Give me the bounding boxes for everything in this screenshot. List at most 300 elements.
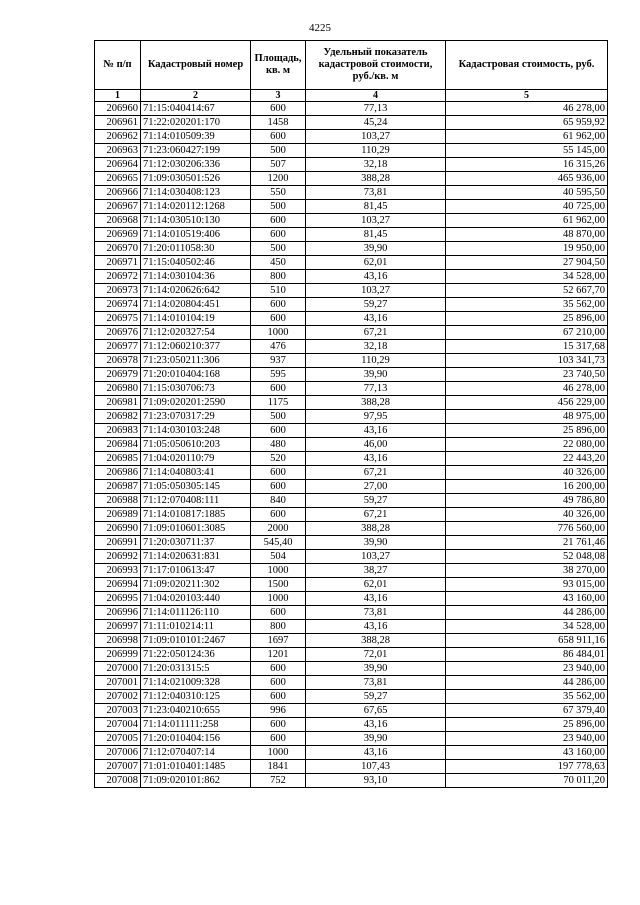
- table-row: [95, 242, 608, 256]
- cadastral-number-cell: 71:01:010401:1485: [141, 760, 251, 774]
- cadastral-cost-cell: 40 326,00: [446, 466, 608, 480]
- cadastral-number-cell: 71:09:030501:526: [141, 172, 251, 186]
- cadastral-cost-cell: 86 484,01: [446, 648, 608, 662]
- cadastral-number-cell: 71:20:010404:156: [141, 732, 251, 746]
- cadastral-number-cell: 71:14:030103:248: [141, 424, 251, 438]
- area-cell: 600: [251, 690, 306, 704]
- table-row: [95, 718, 608, 732]
- cadastral-number-cell: 71:20:030711:37: [141, 536, 251, 550]
- cadastral-cost-cell: 23 940,00: [446, 662, 608, 676]
- table-row: [95, 704, 608, 718]
- cadastral-cost-cell: 23 940,00: [446, 732, 608, 746]
- cadastral-cost-cell: 61 962,00: [446, 130, 608, 144]
- area-cell: 752: [251, 774, 306, 788]
- cadastral-number-cell: 71:14:030104:36: [141, 270, 251, 284]
- row-number-cell: 206993: [95, 564, 141, 578]
- cadastral-number-cell: 71:14:010519:406: [141, 228, 251, 242]
- area-cell: 600: [251, 466, 306, 480]
- row-number-cell: 206971: [95, 256, 141, 270]
- column-number: 1: [95, 90, 141, 102]
- table-row: [95, 760, 608, 774]
- unit-rate-cell: 110,29: [306, 354, 446, 368]
- row-number-cell: 207003: [95, 704, 141, 718]
- cadastral-cost-cell: 38 270,00: [446, 564, 608, 578]
- area-cell: 600: [251, 214, 306, 228]
- cadastral-number-cell: 71:20:031315:5: [141, 662, 251, 676]
- area-cell: 800: [251, 620, 306, 634]
- cadastral-cost-cell: 658 911,16: [446, 634, 608, 648]
- row-number-cell: 207004: [95, 718, 141, 732]
- cadastral-cost-cell: 15 317,68: [446, 340, 608, 354]
- unit-rate-cell: 43,16: [306, 452, 446, 466]
- cadastral-number-cell: 71:14:010817:1885: [141, 508, 251, 522]
- cadastral-number-cell: 71:14:011126:110: [141, 606, 251, 620]
- row-number-cell: 206975: [95, 312, 141, 326]
- area-cell: 1175: [251, 396, 306, 410]
- row-number-cell: 206986: [95, 466, 141, 480]
- cadastral-number-cell: 71:12:030206:336: [141, 158, 251, 172]
- cadastral-number-cell: 71:05:050610:203: [141, 438, 251, 452]
- table-row: [95, 424, 608, 438]
- area-cell: 545,40: [251, 536, 306, 550]
- row-number-cell: 206977: [95, 340, 141, 354]
- cadastral-cost-cell: 93 015,00: [446, 578, 608, 592]
- row-number-cell: 207001: [95, 676, 141, 690]
- cadastral-number-cell: 71:09:010601:3085: [141, 522, 251, 536]
- row-number-cell: 206976: [95, 326, 141, 340]
- unit-rate-cell: 59,27: [306, 494, 446, 508]
- unit-rate-cell: 81,45: [306, 200, 446, 214]
- area-cell: 1458: [251, 116, 306, 130]
- cadastral-cost-cell: 34 528,00: [446, 270, 608, 284]
- unit-rate-cell: 72,01: [306, 648, 446, 662]
- area-cell: 1000: [251, 746, 306, 760]
- area-cell: 507: [251, 158, 306, 172]
- unit-rate-cell: 81,45: [306, 228, 446, 242]
- row-number-cell: 207000: [95, 662, 141, 676]
- cadastral-number-cell: 71:12:040310:125: [141, 690, 251, 704]
- column-number: 5: [446, 90, 608, 102]
- table-row: [95, 144, 608, 158]
- area-cell: 504: [251, 550, 306, 564]
- table-row: [95, 564, 608, 578]
- unit-rate-cell: 39,90: [306, 242, 446, 256]
- row-number-cell: 206999: [95, 648, 141, 662]
- cadastral-cost-cell: 44 286,00: [446, 606, 608, 620]
- area-cell: 595: [251, 368, 306, 382]
- unit-rate-cell: 73,81: [306, 606, 446, 620]
- unit-rate-cell: 43,16: [306, 424, 446, 438]
- cadastral-number-cell: 71:12:070407:14: [141, 746, 251, 760]
- row-number-cell: 206964: [95, 158, 141, 172]
- unit-rate-cell: 388,28: [306, 634, 446, 648]
- unit-rate-cell: 38,27: [306, 564, 446, 578]
- cadastral-cost-cell: 19 950,00: [446, 242, 608, 256]
- area-cell: 550: [251, 186, 306, 200]
- unit-rate-cell: 103,27: [306, 550, 446, 564]
- area-cell: 1200: [251, 172, 306, 186]
- area-cell: 600: [251, 718, 306, 732]
- row-number-cell: 206963: [95, 144, 141, 158]
- row-number-cell: 206970: [95, 242, 141, 256]
- cadastral-table: [94, 40, 608, 788]
- table-row: [95, 494, 608, 508]
- unit-rate-cell: 32,18: [306, 340, 446, 354]
- area-cell: 476: [251, 340, 306, 354]
- row-number-cell: 206974: [95, 298, 141, 312]
- cadastral-cost-cell: 16 200,00: [446, 480, 608, 494]
- row-number-cell: 207007: [95, 760, 141, 774]
- cadastral-cost-cell: 55 145,00: [446, 144, 608, 158]
- cadastral-cost-cell: 70 011,20: [446, 774, 608, 788]
- cadastral-number-cell: 71:14:030510:130: [141, 214, 251, 228]
- area-cell: 1201: [251, 648, 306, 662]
- area-cell: 600: [251, 298, 306, 312]
- cadastral-cost-cell: 44 286,00: [446, 676, 608, 690]
- area-cell: 600: [251, 732, 306, 746]
- unit-rate-cell: 45,24: [306, 116, 446, 130]
- cadastral-cost-cell: 65 959,92: [446, 116, 608, 130]
- area-cell: 500: [251, 144, 306, 158]
- cadastral-number-cell: 71:09:010101:2467: [141, 634, 251, 648]
- unit-rate-cell: 39,90: [306, 368, 446, 382]
- cadastral-cost-cell: 67 210,00: [446, 326, 608, 340]
- unit-rate-cell: 32,18: [306, 158, 446, 172]
- cadastral-cost-cell: 22 443,20: [446, 452, 608, 466]
- table-row: [95, 312, 608, 326]
- unit-rate-cell: 46,00: [306, 438, 446, 452]
- unit-rate-cell: 93,10: [306, 774, 446, 788]
- area-cell: 1000: [251, 564, 306, 578]
- header-cadastral-number: Кадастровый номер: [141, 41, 251, 90]
- area-cell: 1000: [251, 326, 306, 340]
- row-number-cell: 206961: [95, 116, 141, 130]
- cadastral-cost-cell: 776 560,00: [446, 522, 608, 536]
- area-cell: 1697: [251, 634, 306, 648]
- unit-rate-cell: 388,28: [306, 396, 446, 410]
- cadastral-cost-cell: 23 740,50: [446, 368, 608, 382]
- area-cell: 600: [251, 228, 306, 242]
- unit-rate-cell: 67,21: [306, 326, 446, 340]
- row-number-cell: 206973: [95, 284, 141, 298]
- unit-rate-cell: 388,28: [306, 522, 446, 536]
- cadastral-cost-cell: 25 896,00: [446, 312, 608, 326]
- row-number-cell: 206990: [95, 522, 141, 536]
- row-number-cell: 206987: [95, 480, 141, 494]
- table-body: [95, 102, 608, 788]
- area-cell: 937: [251, 354, 306, 368]
- table-row: [95, 578, 608, 592]
- area-cell: 600: [251, 130, 306, 144]
- cadastral-number-cell: 71:23:040210:655: [141, 704, 251, 718]
- table-row: [95, 354, 608, 368]
- row-number-cell: 206979: [95, 368, 141, 382]
- table-row: [95, 620, 608, 634]
- cadastral-number-cell: 71:17:010613:47: [141, 564, 251, 578]
- table-row: [95, 676, 608, 690]
- table-row: [95, 536, 608, 550]
- column-number: 3: [251, 90, 306, 102]
- table-row: [95, 214, 608, 228]
- cadastral-number-cell: 71:11:010214:11: [141, 620, 251, 634]
- cadastral-cost-cell: 34 528,00: [446, 620, 608, 634]
- table-row: [95, 256, 608, 270]
- table-row: [95, 284, 608, 298]
- cadastral-cost-cell: 456 229,00: [446, 396, 608, 410]
- unit-rate-cell: 43,16: [306, 312, 446, 326]
- unit-rate-cell: 27,00: [306, 480, 446, 494]
- unit-rate-cell: 103,27: [306, 284, 446, 298]
- unit-rate-cell: 39,90: [306, 536, 446, 550]
- cadastral-number-cell: 71:23:060427:199: [141, 144, 251, 158]
- table-row: [95, 396, 608, 410]
- row-number-cell: 206992: [95, 550, 141, 564]
- table-row: [95, 200, 608, 214]
- cadastral-cost-cell: 465 936,00: [446, 172, 608, 186]
- area-cell: 2000: [251, 522, 306, 536]
- row-number-cell: 206962: [95, 130, 141, 144]
- cadastral-cost-cell: 103 341,73: [446, 354, 608, 368]
- area-cell: 600: [251, 508, 306, 522]
- cadastral-number-cell: 71:09:020201:2590: [141, 396, 251, 410]
- row-number-cell: 206982: [95, 410, 141, 424]
- table-row: [95, 410, 608, 424]
- cadastral-cost-cell: 40 326,00: [446, 508, 608, 522]
- row-number-cell: 207005: [95, 732, 141, 746]
- table-row: [95, 550, 608, 564]
- cadastral-number-cell: 71:14:020804:451: [141, 298, 251, 312]
- row-number-cell: 206965: [95, 172, 141, 186]
- unit-rate-cell: 67,65: [306, 704, 446, 718]
- table-row: [95, 634, 608, 648]
- cadastral-cost-cell: 48 870,00: [446, 228, 608, 242]
- table-row: [95, 102, 608, 116]
- column-number: 2: [141, 90, 251, 102]
- cadastral-cost-cell: 49 786,80: [446, 494, 608, 508]
- row-number-cell: 206985: [95, 452, 141, 466]
- unit-rate-cell: 39,90: [306, 662, 446, 676]
- row-number-cell: 206967: [95, 200, 141, 214]
- area-cell: 600: [251, 606, 306, 620]
- cadastral-number-cell: 71:23:070317:29: [141, 410, 251, 424]
- cadastral-number-cell: 71:23:050211:306: [141, 354, 251, 368]
- cadastral-number-cell: 71:14:020112:1268: [141, 200, 251, 214]
- table-row: [95, 480, 608, 494]
- table-row: [95, 732, 608, 746]
- area-cell: 1500: [251, 578, 306, 592]
- table-row: [95, 522, 608, 536]
- unit-rate-cell: 67,21: [306, 508, 446, 522]
- unit-rate-cell: 73,81: [306, 676, 446, 690]
- cadastral-number-cell: 71:14:021009:328: [141, 676, 251, 690]
- row-number-cell: 206984: [95, 438, 141, 452]
- row-number-cell: 206960: [95, 102, 141, 116]
- cadastral-number-cell: 71:09:020211:302: [141, 578, 251, 592]
- cadastral-cost-cell: 16 315,26: [446, 158, 608, 172]
- unit-rate-cell: 103,27: [306, 214, 446, 228]
- table-row: [95, 662, 608, 676]
- cadastral-cost-cell: 25 896,00: [446, 718, 608, 732]
- area-cell: 510: [251, 284, 306, 298]
- cadastral-number-cell: 71:09:020101:862: [141, 774, 251, 788]
- cadastral-cost-cell: 21 761,46: [446, 536, 608, 550]
- table-row: [95, 466, 608, 480]
- row-number-cell: 206994: [95, 578, 141, 592]
- table-row: [95, 270, 608, 284]
- cadastral-cost-cell: 43 160,00: [446, 592, 608, 606]
- cadastral-cost-cell: 61 962,00: [446, 214, 608, 228]
- cadastral-cost-cell: 22 080,00: [446, 438, 608, 452]
- unit-rate-cell: 39,90: [306, 732, 446, 746]
- cadastral-cost-cell: 48 975,00: [446, 410, 608, 424]
- row-number-cell: 206988: [95, 494, 141, 508]
- unit-rate-cell: 43,16: [306, 270, 446, 284]
- cadastral-number-cell: 71:20:011058:30: [141, 242, 251, 256]
- unit-rate-cell: 110,29: [306, 144, 446, 158]
- cadastral-cost-cell: 40 595,50: [446, 186, 608, 200]
- unit-rate-cell: 43,16: [306, 620, 446, 634]
- header-area: Площадь, кв. м: [251, 41, 306, 90]
- cadastral-cost-cell: 52 667,70: [446, 284, 608, 298]
- cadastral-number-cell: 71:14:010104:19: [141, 312, 251, 326]
- row-number-cell: 206972: [95, 270, 141, 284]
- cadastral-cost-cell: 52 048,08: [446, 550, 608, 564]
- table-row: [95, 452, 608, 466]
- column-number-row: [95, 90, 608, 102]
- table-row: [95, 774, 608, 788]
- row-number-cell: 207008: [95, 774, 141, 788]
- table-row: [95, 228, 608, 242]
- row-number-cell: 207002: [95, 690, 141, 704]
- table-row: [95, 326, 608, 340]
- unit-rate-cell: 43,16: [306, 746, 446, 760]
- unit-rate-cell: 77,13: [306, 382, 446, 396]
- unit-rate-cell: 97,95: [306, 410, 446, 424]
- area-cell: 600: [251, 102, 306, 116]
- area-cell: 500: [251, 200, 306, 214]
- row-number-cell: 207006: [95, 746, 141, 760]
- area-cell: 840: [251, 494, 306, 508]
- row-number-cell: 206969: [95, 228, 141, 242]
- cadastral-number-cell: 71:04:020110:79: [141, 452, 251, 466]
- table-row: [95, 116, 608, 130]
- table-row: [95, 592, 608, 606]
- cadastral-number-cell: 71:12:020327:54: [141, 326, 251, 340]
- unit-rate-cell: 103,27: [306, 130, 446, 144]
- cadastral-number-cell: 71:15:040502:46: [141, 256, 251, 270]
- cadastral-cost-cell: 67 379,40: [446, 704, 608, 718]
- table-row: [95, 340, 608, 354]
- cadastral-number-cell: 71:15:040414:67: [141, 102, 251, 116]
- cadastral-cost-cell: 197 778,63: [446, 760, 608, 774]
- cadastral-cost-cell: 40 725,00: [446, 200, 608, 214]
- row-number-cell: 206995: [95, 592, 141, 606]
- row-number-cell: 206996: [95, 606, 141, 620]
- area-cell: 480: [251, 438, 306, 452]
- area-cell: 600: [251, 424, 306, 438]
- area-cell: 520: [251, 452, 306, 466]
- unit-rate-cell: 43,16: [306, 718, 446, 732]
- cadastral-cost-cell: 43 160,00: [446, 746, 608, 760]
- cadastral-number-cell: 71:14:011111:258: [141, 718, 251, 732]
- row-number-cell: 206983: [95, 424, 141, 438]
- unit-rate-cell: 43,16: [306, 592, 446, 606]
- cadastral-number-cell: 71:22:050124:36: [141, 648, 251, 662]
- row-number-cell: 206980: [95, 382, 141, 396]
- table-row: [95, 130, 608, 144]
- table-row: [95, 690, 608, 704]
- unit-rate-cell: 73,81: [306, 186, 446, 200]
- table-row: [95, 158, 608, 172]
- table-row: [95, 368, 608, 382]
- unit-rate-cell: 62,01: [306, 256, 446, 270]
- row-number-cell: 206978: [95, 354, 141, 368]
- cadastral-number-cell: 71:15:030706:73: [141, 382, 251, 396]
- unit-rate-cell: 77,13: [306, 102, 446, 116]
- table-row: [95, 508, 608, 522]
- header-unit-rate: Удельный показатель кадастровой стоимости, руб./кв. м: [306, 41, 446, 90]
- area-cell: 600: [251, 382, 306, 396]
- area-cell: 600: [251, 480, 306, 494]
- page-number: 4225: [309, 22, 331, 34]
- row-number-cell: 206968: [95, 214, 141, 228]
- row-number-cell: 206991: [95, 536, 141, 550]
- unit-rate-cell: 59,27: [306, 298, 446, 312]
- cadastral-number-cell: 71:14:010509:39: [141, 130, 251, 144]
- unit-rate-cell: 388,28: [306, 172, 446, 186]
- cadastral-number-cell: 71:14:040803:41: [141, 466, 251, 480]
- unit-rate-cell: 67,21: [306, 466, 446, 480]
- cadastral-number-cell: 71:14:020626:642: [141, 284, 251, 298]
- header-row-number: № п/п: [95, 41, 141, 90]
- table-row: [95, 382, 608, 396]
- table-row: [95, 438, 608, 452]
- area-cell: 1000: [251, 592, 306, 606]
- cadastral-number-cell: 71:12:060210:377: [141, 340, 251, 354]
- area-cell: 600: [251, 312, 306, 326]
- cadastral-cost-cell: 35 562,00: [446, 298, 608, 312]
- row-number-cell: 206981: [95, 396, 141, 410]
- cadastral-number-cell: 71:12:070408:111: [141, 494, 251, 508]
- area-cell: 600: [251, 662, 306, 676]
- area-cell: 600: [251, 676, 306, 690]
- table-row: [95, 746, 608, 760]
- cadastral-cost-cell: 25 896,00: [446, 424, 608, 438]
- header-cadastral-cost: Кадастровая стоимость, руб.: [446, 41, 608, 90]
- unit-rate-cell: 107,43: [306, 760, 446, 774]
- row-number-cell: 206997: [95, 620, 141, 634]
- area-cell: 500: [251, 242, 306, 256]
- cadastral-number-cell: 71:04:020103:440: [141, 592, 251, 606]
- cadastral-cost-cell: 27 904,50: [446, 256, 608, 270]
- row-number-cell: 206998: [95, 634, 141, 648]
- cadastral-cost-cell: 35 562,00: [446, 690, 608, 704]
- cadastral-number-cell: 71:14:030408:123: [141, 186, 251, 200]
- row-number-cell: 206966: [95, 186, 141, 200]
- cadastral-cost-cell: 46 278,00: [446, 102, 608, 116]
- cadastral-number-cell: 71:22:020201:170: [141, 116, 251, 130]
- area-cell: 996: [251, 704, 306, 718]
- table-row: [95, 648, 608, 662]
- cadastral-cost-cell: 46 278,00: [446, 382, 608, 396]
- table-row: [95, 172, 608, 186]
- unit-rate-cell: 62,01: [306, 578, 446, 592]
- cadastral-number-cell: 71:14:020631:831: [141, 550, 251, 564]
- table-row: [95, 606, 608, 620]
- area-cell: 800: [251, 270, 306, 284]
- area-cell: 450: [251, 256, 306, 270]
- table-row: [95, 298, 608, 312]
